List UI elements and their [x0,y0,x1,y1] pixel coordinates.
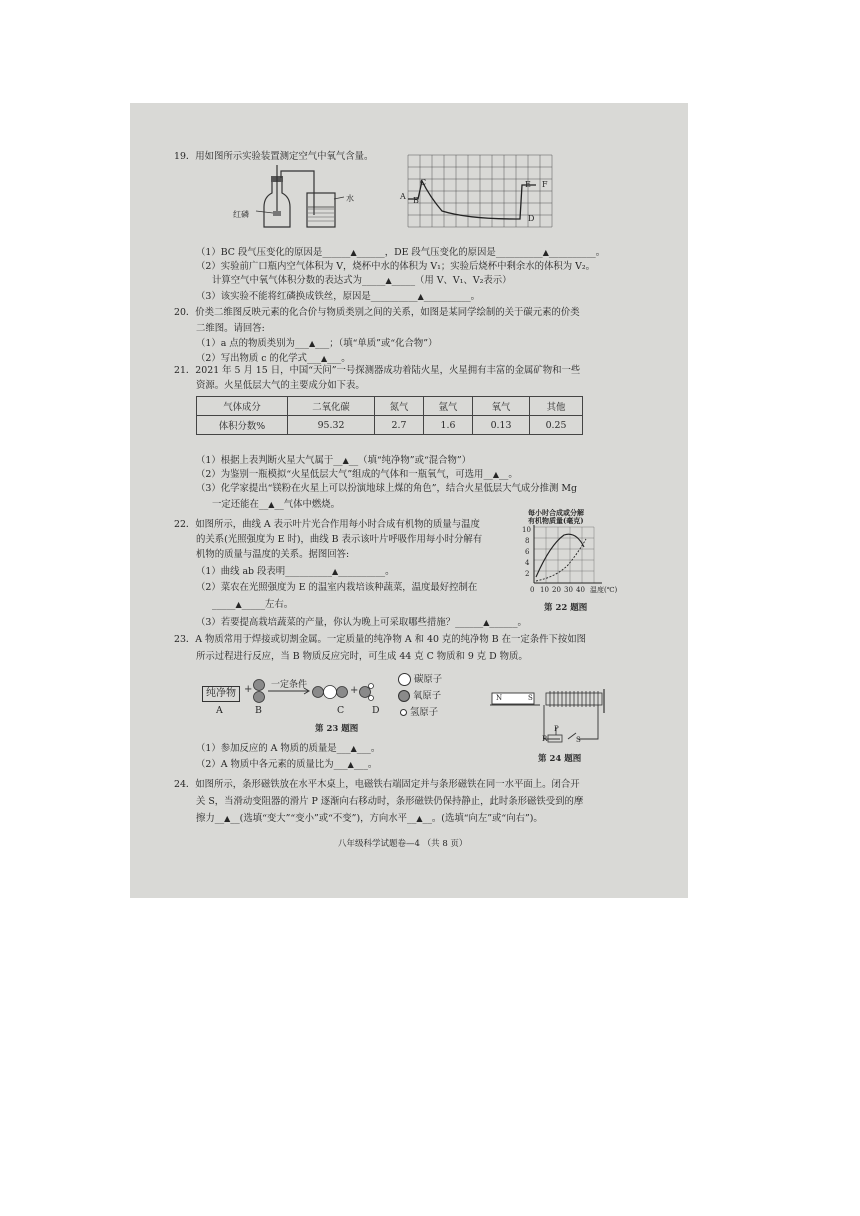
q20-stem1: 20．价类二维图反映元素的化合价与物质类别之间的关系，如图是某同学绘制的关于碳元素的价类 [174,307,580,318]
page-footer: 八年级科学试题卷—4 （共 8 页） [338,839,468,849]
label-c: C [337,705,345,716]
q24-caption: 第 24 题图 [538,754,582,764]
q23-part1: （1）参加反应的 A 物质的质量是___▲___。 [196,743,381,754]
q20-part1: （1）a 点的物质类别为___▲___；（填“单质”或“化合物”） [196,338,438,349]
y-tick: 6 [525,548,530,556]
q23-part2: （2）A 物质中各元素的质量比为___▲___。 [196,759,378,770]
graph-label-f: F [542,180,548,189]
table-header-cell: 其他 [530,397,583,416]
label-b: B [255,705,262,716]
q19-part3: （3）该实验不能将红磷换成铁丝，原因是__________▲__________。 [196,291,481,302]
table-cell: 2.7 [375,416,424,435]
table-header-cell: 二氧化碳 [288,397,375,416]
table-cell: 1.6 [424,416,473,435]
x-tick: 10 [540,586,549,594]
y-tick: 8 [525,537,530,545]
q23-stem1: 23．A 物质常用于焊接或切割金属。一定质量的纯净物 A 和 40 克的纯净物 B 在一定条件下按如图 [174,634,587,645]
q22-part1: （1）曲线 ab 段表明__________▲__________。 [196,566,395,577]
graph-label-e: E [525,180,531,189]
q24-stem3: 擦力__▲__(选填“变大”“变小”或“不变”)，方向水平__▲__。(选填“向左”或“向右”)。 [196,813,543,824]
table-header-cell: 氧气 [473,397,530,416]
graph-label-a: A [400,192,406,201]
q19-part2a: （2）实验前广口瓶内空气体积为 V，烧杯中水的体积为 V₁；实验后烧杯中剩余水的体积为 V₂。 [196,261,595,272]
x-tick: 0 [530,586,535,594]
q22-organic-matter-graph [524,525,620,591]
x-tick: 20 [552,586,561,594]
table-header-row [197,397,583,416]
q24-stem1: 24．如图所示，条形磁铁放在水平木桌上，电磁铁右端固定并与条形磁铁在同一水平面上。闭合开 [174,779,580,790]
reaction-condition: 一定条件 [271,680,308,690]
exam-page [130,103,688,898]
q22-part2a: （2）菜农在光照强度为 E 的温室内栽培该种蔬菜，温度最好控制在 [196,582,478,593]
q20-part2: （2）写出物质 c 的化学式___▲___。 [196,353,351,364]
rheostat-r-label: R [542,735,548,743]
y-tick: 4 [525,559,530,567]
q23-caption: 第 23 题图 [315,724,359,734]
table-cell: 0.25 [530,416,583,435]
graph-label-b: B [413,196,419,205]
q19-stem: 19．用如图所示实验装置测定空气中氧气含量。 [174,151,374,162]
hydrogen-atom-icon [400,709,407,716]
oxygen-atom-icon [398,690,410,702]
legend-oxygen: 氧原子 [398,690,441,703]
q22-stem3: 机物的质量与温度的关系。据图回答: [196,549,350,560]
q22-graph-title-2: 有机物质量(毫克) [528,516,584,525]
graph-label-c: C [420,178,427,187]
q19-part1: （1）BC 段气压变化的原因是______▲______，DE 段气压变化的原因是__________▲__________。 [196,247,606,258]
label-d: D [372,705,380,716]
mars-atmosphere-table [196,396,583,435]
y-tick: 2 [525,570,530,578]
q19-apparatus-figure [226,163,356,233]
svg-text:+: + [350,685,359,696]
x-tick: 30 [564,586,573,594]
carbon-atom-icon [398,673,411,686]
table-cell: 体积分数% [197,416,288,435]
label-red-phosphorus: 红磷 [233,210,249,219]
y-tick: 10 [522,526,531,534]
svg-text:+: + [244,684,253,695]
q21-part2: （2）为鉴别一瓶模拟“火星低层大气”组成的气体和一瓶氧气，可选用__▲__。 [196,469,518,480]
q19-part2b: 计算空气中氧气体积分数的表达式为_____▲_____（用 V、V₁、V₂表示） [212,275,512,286]
x-axis-unit: 温度(℃) [590,586,618,594]
q23-stem2: 所示过程进行反应，当 B 物质反应完时，可生成 44 克 C 物质和 9 克 D 物质。 [196,651,528,662]
q23-reaction-figure [242,677,392,707]
x-tick: 40 [576,586,585,594]
q20-stem2: 二维图。请回答: [196,323,265,334]
pure-substance-box: 纯净物 [202,686,240,702]
q21-part1: （1）根据上表判断火星大气属于__▲__（填“纯净物”或“混合物”） [196,455,472,466]
q21-part3b: 一定还能在__▲__气体中燃烧。 [212,499,341,510]
q22-graph-title-1: 每小时合成或分解 [528,508,584,517]
q21-stem2: 资源。火星低层大气的主要成分如下表。 [196,380,365,391]
label-water: 水 [346,194,354,203]
magnet-s-label: S [528,694,533,702]
q21-part3a: （3）化学家提出“镁粉在火星上可以扮演地球上煤的角色”，结合火星低层大气成分推测 Mg [196,483,578,494]
graph-label-d: D [528,214,535,223]
q22-stem2: 的关系(光照强度为 E 时)，曲线 B 表示该叶片呼吸作用每小时分解有 [196,534,483,545]
table-row [197,416,583,435]
table-header-cell: 氩气 [424,397,473,416]
q22-part3: （3）若要提高栽培蔬菜的产量，你认为晚上可采取哪些措施？______▲______。 [196,617,527,628]
q24-electromagnet-figure [488,689,612,751]
table-cell: 0.13 [473,416,530,435]
switch-s-label: S [576,736,581,744]
table-header-cell: 氮气 [375,397,424,416]
legend-carbon: 碳原子 [398,673,442,686]
q21-stem1: 21．2021 年 5 月 15 日，中国“天问”一号探测器成功着陆火星，火星拥有丰富的金属矿物和一些 [174,365,581,376]
label-a: A [216,705,223,716]
q24-stem2: 关 S，当滑动变阻器的滑片 P 逐渐向右移动时，条形磁铁仍保持静止，此时条形磁铁受到的摩 [196,796,584,807]
table-cell: 95.32 [288,416,375,435]
magnet-n-label: N [496,694,503,702]
legend-hydrogen: 氢原子 [400,707,438,719]
q22-stem1: 22．如图所示，曲线 A 表示叶片光合作用每小时合成有机物的质量与温度 [174,519,480,530]
slider-p-label: P [554,725,559,733]
table-header-cell: 气体成分 [197,397,288,416]
q22-part2b: _____▲_____左右。 [212,599,294,610]
q22-caption: 第 22 题图 [544,603,588,613]
